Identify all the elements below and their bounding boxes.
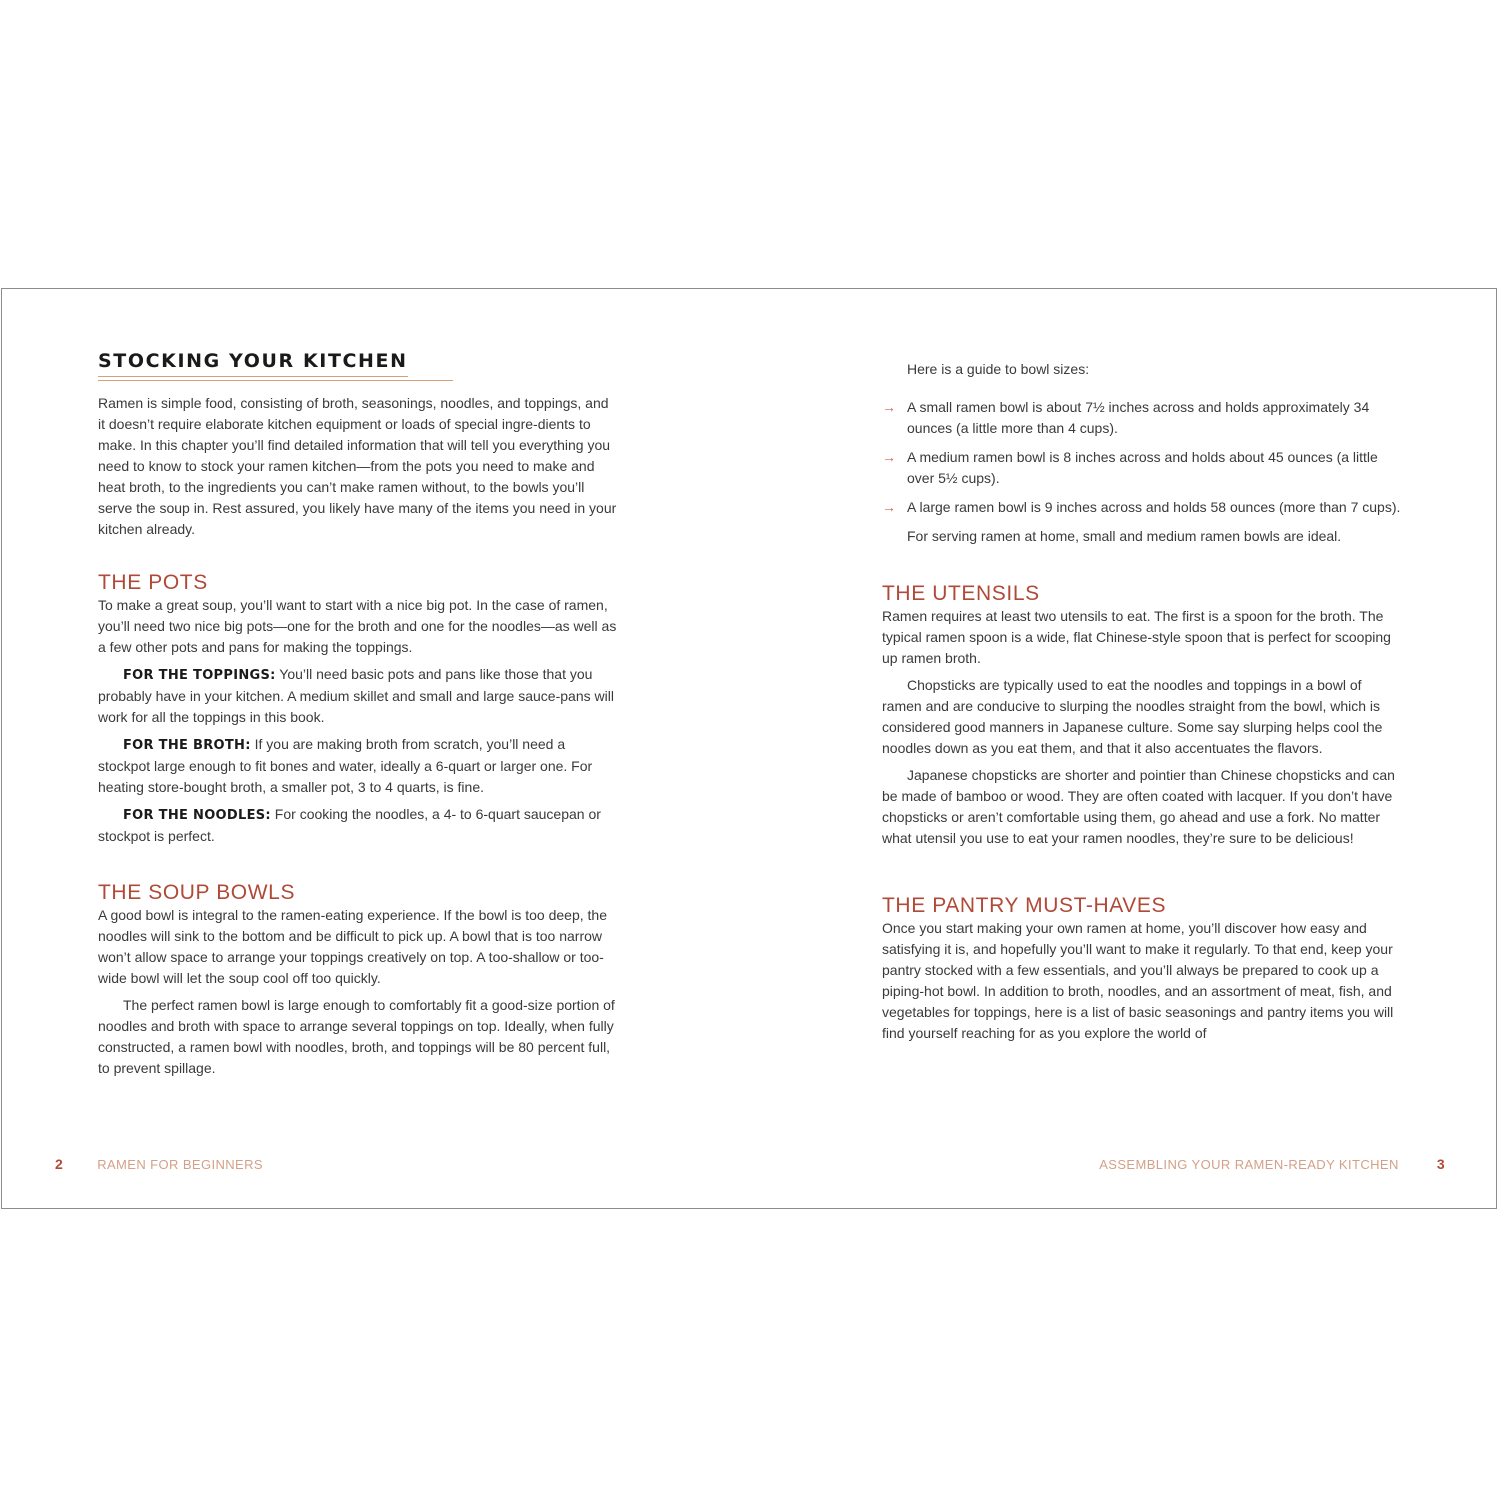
bowl-guide-intro: Here is a guide to bowl sizes: <box>907 361 1090 377</box>
noodles-label: FOR THE NOODLES: <box>123 808 271 823</box>
right-footer <box>1099 1156 1445 1172</box>
serving-note: For serving ramen at home, small and medium ramen bowls are ideal. <box>907 528 1342 544</box>
list-item: → A small ramen bowl is about 7½ inches across and holds approximately 34 ounces (a little more than 4 cups). <box>882 399 1370 436</box>
intro-paragraph: Ramen is simple food, consisting of broth, seasonings, noodles, and toppings, and it doesn’t require elaborate kitchen equipment or loads of special ingre-dients to make. In this chapter you’ll find detailed information that will tell you everything you need to know to stock your ramen kitchen—from the pots you need to make and heat broth, to the ingredients you can’t make ramen without, to the bowls you’ll serve the soup in. Rest assured, you likely have many of the items you need in your kitchen already. <box>98 395 617 537</box>
pots-broth-paragraph <box>98 734 618 798</box>
heading-pots: THE POTS <box>98 571 208 594</box>
broth-label: FOR THE BROTH: <box>123 738 251 753</box>
utensils-paragraph-2: Chopsticks are typically used to eat the noodles and toppings in a bowl of ramen and are conducive to slurping the noodles straight from the bowl, which is considered good manners in Japanese culture. Some say slurping helps cool the noodles down as you eat them, and that it also accentuates the flavors. <box>882 677 1383 756</box>
page-number-left: 2 <box>55 1156 64 1172</box>
right-page-content <box>882 350 1402 1044</box>
pots-paragraph: To make a great soup, you’ll want to start with a nice big pot. In the case of ramen, you’ll need two nice big pots—one for the broth and one for the noodles—as well as a few other pots and pans for making the toppings. <box>98 597 617 655</box>
page-number-right: 3 <box>1436 1156 1445 1172</box>
noodles-text: For cooking the noodles, a 4- to 6-quart saucepan or stockpot is perfect. <box>98 806 601 844</box>
bowls-paragraph-1: A good bowl is integral to the ramen-eating experience. If the bowl is too deep, the noodles will sink to the bottom and be difficult to pick up. A bowl that is too narrow won’t allow space to arrange your toppings creatively on top. A too-shallow or too-wide bowl will let the soup cool off too quickly. <box>98 907 607 986</box>
pots-toppings-paragraph <box>98 664 618 728</box>
bowl-size-list <box>882 397 1402 518</box>
running-head-right: ASSEMBLING YOUR RAMEN-READY KITCHEN <box>1099 1157 1399 1172</box>
left-footer <box>55 1156 263 1172</box>
heading-soup-bowls: THE SOUP BOWLS <box>98 881 296 904</box>
heading-pantry: THE PANTRY MUST-HAVES <box>882 894 1167 917</box>
running-head-left: RAMEN FOR BEGINNERS <box>97 1157 263 1172</box>
utensils-paragraph-3: Japanese chopsticks are shorter and pointier than Chinese chopsticks and can be made of bamboo or wood. They are often coated with lacquer. If you don’t have chopsticks or aren’t comfortable using them, go ahead and use a fork. No matter what utensil you use to eat your ramen noodles, they’re sure to be delicious! <box>882 767 1395 846</box>
heading-utensils: THE UTENSILS <box>882 582 1040 605</box>
list-item: → A large ramen bowl is 9 inches across and holds 58 ounces (more than 7 cups). <box>882 497 1402 518</box>
title-underline <box>98 380 453 381</box>
arrow-icon: → <box>882 449 896 465</box>
toppings-label: FOR THE TOPPINGS: <box>123 668 276 683</box>
list-item: → A medium ramen bowl is 8 inches across and holds about 45 ounces (a little over 5½ cups). <box>882 449 1378 486</box>
chapter-title: STOCKING YOUR KITCHEN <box>98 350 408 377</box>
utensils-paragraph-1: Ramen requires at least two utensils to eat. The first is a spoon for the broth. The typical ramen spoon is a wide, flat Chinese-style spoon that is perfect for scooping up ramen broth. <box>882 608 1391 666</box>
left-page-content <box>98 350 618 1079</box>
pantry-paragraph: Once you start making your own ramen at home, you’ll discover how easy and satisfying it is, and hopefully you’ll want to make it regularly. To that end, keep your pantry stocked with a few essentials, and you’ll always be prepared to cook up a piping-hot bowl. In addition to broth, noodles, and an assortment of meat, fish, and vegetables for toppings, here is a list of basic seasonings and pantry items you will find yourself reaching for as you explore the world of <box>882 920 1394 1041</box>
arrow-icon: → <box>882 499 896 515</box>
arrow-icon: → <box>882 399 896 415</box>
bowls-paragraph-2: The perfect ramen bowl is large enough to comfortably fit a good-size portion of noodles and broth with space to arrange several toppings on top. Ideally, when fully constructed, a ramen bowl with noodles, broth, and toppings will be 80 percent full, to prevent spillage. <box>98 997 615 1076</box>
broth-text: If you are making broth from scratch, you’ll need a stockpot large enough to fit bones and water, ideally a 6-quart or larger one. For heating store-bought broth, a smaller pot, 3 to 4 quarts, is fine. <box>98 736 593 795</box>
pots-noodles-paragraph <box>98 804 618 847</box>
toppings-text: You’ll need basic pots and pans like those that you probably have in your kitchen. A medium skillet and small and large sauce-pans will work for all the toppings in this book. <box>98 666 614 725</box>
